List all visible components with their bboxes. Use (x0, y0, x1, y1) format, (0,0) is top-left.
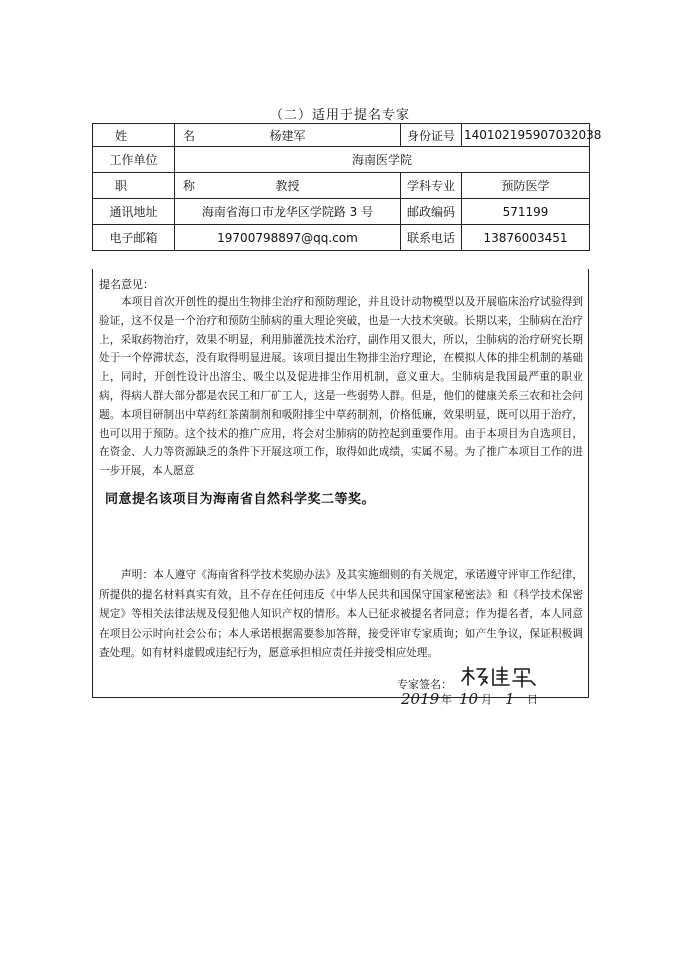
postcode-label: 邮政编码 (401, 199, 462, 225)
table-row (93, 147, 590, 173)
id-value: 140102195907032038 (462, 124, 590, 147)
table-row (93, 225, 590, 251)
nominator-info-table (92, 123, 602, 251)
table-row (93, 199, 590, 225)
phone-label: 联系电话 (401, 225, 462, 251)
opinion-conclusion: 同意提名该项目为海南省自然科学奖二等奖。 (105, 492, 376, 507)
address-value: 海南省海口市龙华区学院路 3 号 (175, 199, 401, 225)
discipline-label: 学科专业 (401, 173, 462, 199)
declaration-text: 声明：本人遵守《海南省科学技术奖励办法》及其实施细则的有关规定，承诺遵守评审工作纪律，所提供的提名材料真实有效，且不存在任何违反《中华人民共和国保守国家秘密法》和《科学技术保密规定》等相关法律法规及侵犯他人知识产权的情形。本人已征求被提名者同意；作为提名者，本人同意在项目公示时向社会公布；本人承诺根据需要参加答辩，接受评审专家质询；如产生争议，保证积极调查处理。如有材料虚假或违纪行为，愿意承担相应责任并接受相应处理。 (99, 569, 583, 659)
table-row (93, 124, 590, 147)
month-char: 月 (481, 693, 492, 706)
address-label: 通讯地址 (93, 199, 175, 225)
day-char: 日 (527, 693, 538, 706)
employer-label: 工作单位 (93, 147, 175, 173)
title-label: 职 称 (93, 173, 175, 199)
postcode-value: 571199 (462, 199, 590, 225)
email-value: 19700798897@qq.com (175, 225, 401, 251)
year-char: 年 (441, 693, 452, 706)
table-row (93, 173, 590, 199)
section-title: （二）适用于提名专家 (269, 108, 410, 123)
date-day: 1 (505, 690, 515, 708)
email-label: 电子邮箱 (93, 225, 175, 251)
date-year: 2019 (401, 690, 440, 708)
employer-value: 海南医学院 (175, 147, 590, 173)
signature-label: 专家签名： (397, 678, 452, 691)
discipline-value: 预防医学 (462, 173, 590, 199)
name-label: 姓 名 (93, 124, 175, 147)
title-value: 教授 (175, 173, 401, 199)
opinion-box (92, 269, 589, 708)
id-label: 身份证号 (401, 124, 462, 147)
handwritten-date (395, 687, 555, 709)
opinion-body: 本项目首次开创性的提出生物排尘治疗和预防理论，并且设计动物模型以及开展临床治疗试验得到验证，这不仅是一个治疗和预防尘肺病的重大理论突破，也是一大技术突破。长期以来，尘肺病在治疗上，采取药物治疗，效果不明显，利用肺灌洗技术治疗，副作用又很大，所以，尘肺病的治疗研究长期处于一个停滞状态，没有取得明显进展。该项目提出生物排尘治疗理论，在模拟人体的排尘机制的基础上，同时，开创性设计出溶尘、吸尘以及促进排尘作用机制，意义重大。尘肺病是我国最严重的职业病，得病人群大部分都是农民工和厂矿工人，这是一些弱势人群。但是，他们的健康关系三农和社会问题。本项目研制出中草药红茶菌制剂和吸附排尘中草药制剂，价格低廉，效果明显，既可以用于治疗，也可以用于预防。这个技术的推广应用，将会对尘肺病的防控起到重要作用。由于本项目为自选项目，在资金、人力等资源缺乏的条件下开展这项工作，取得如此成绩，实属不易。为了推广本项目工作的进一步开展，本人愿意 (99, 296, 583, 478)
handwritten-signature (459, 665, 549, 689)
opinion-heading: 提名意见： (99, 278, 154, 291)
date-month: 10 (459, 690, 479, 708)
name-value: 杨建军 (175, 124, 401, 147)
phone-value: 13876003451 (462, 225, 590, 251)
